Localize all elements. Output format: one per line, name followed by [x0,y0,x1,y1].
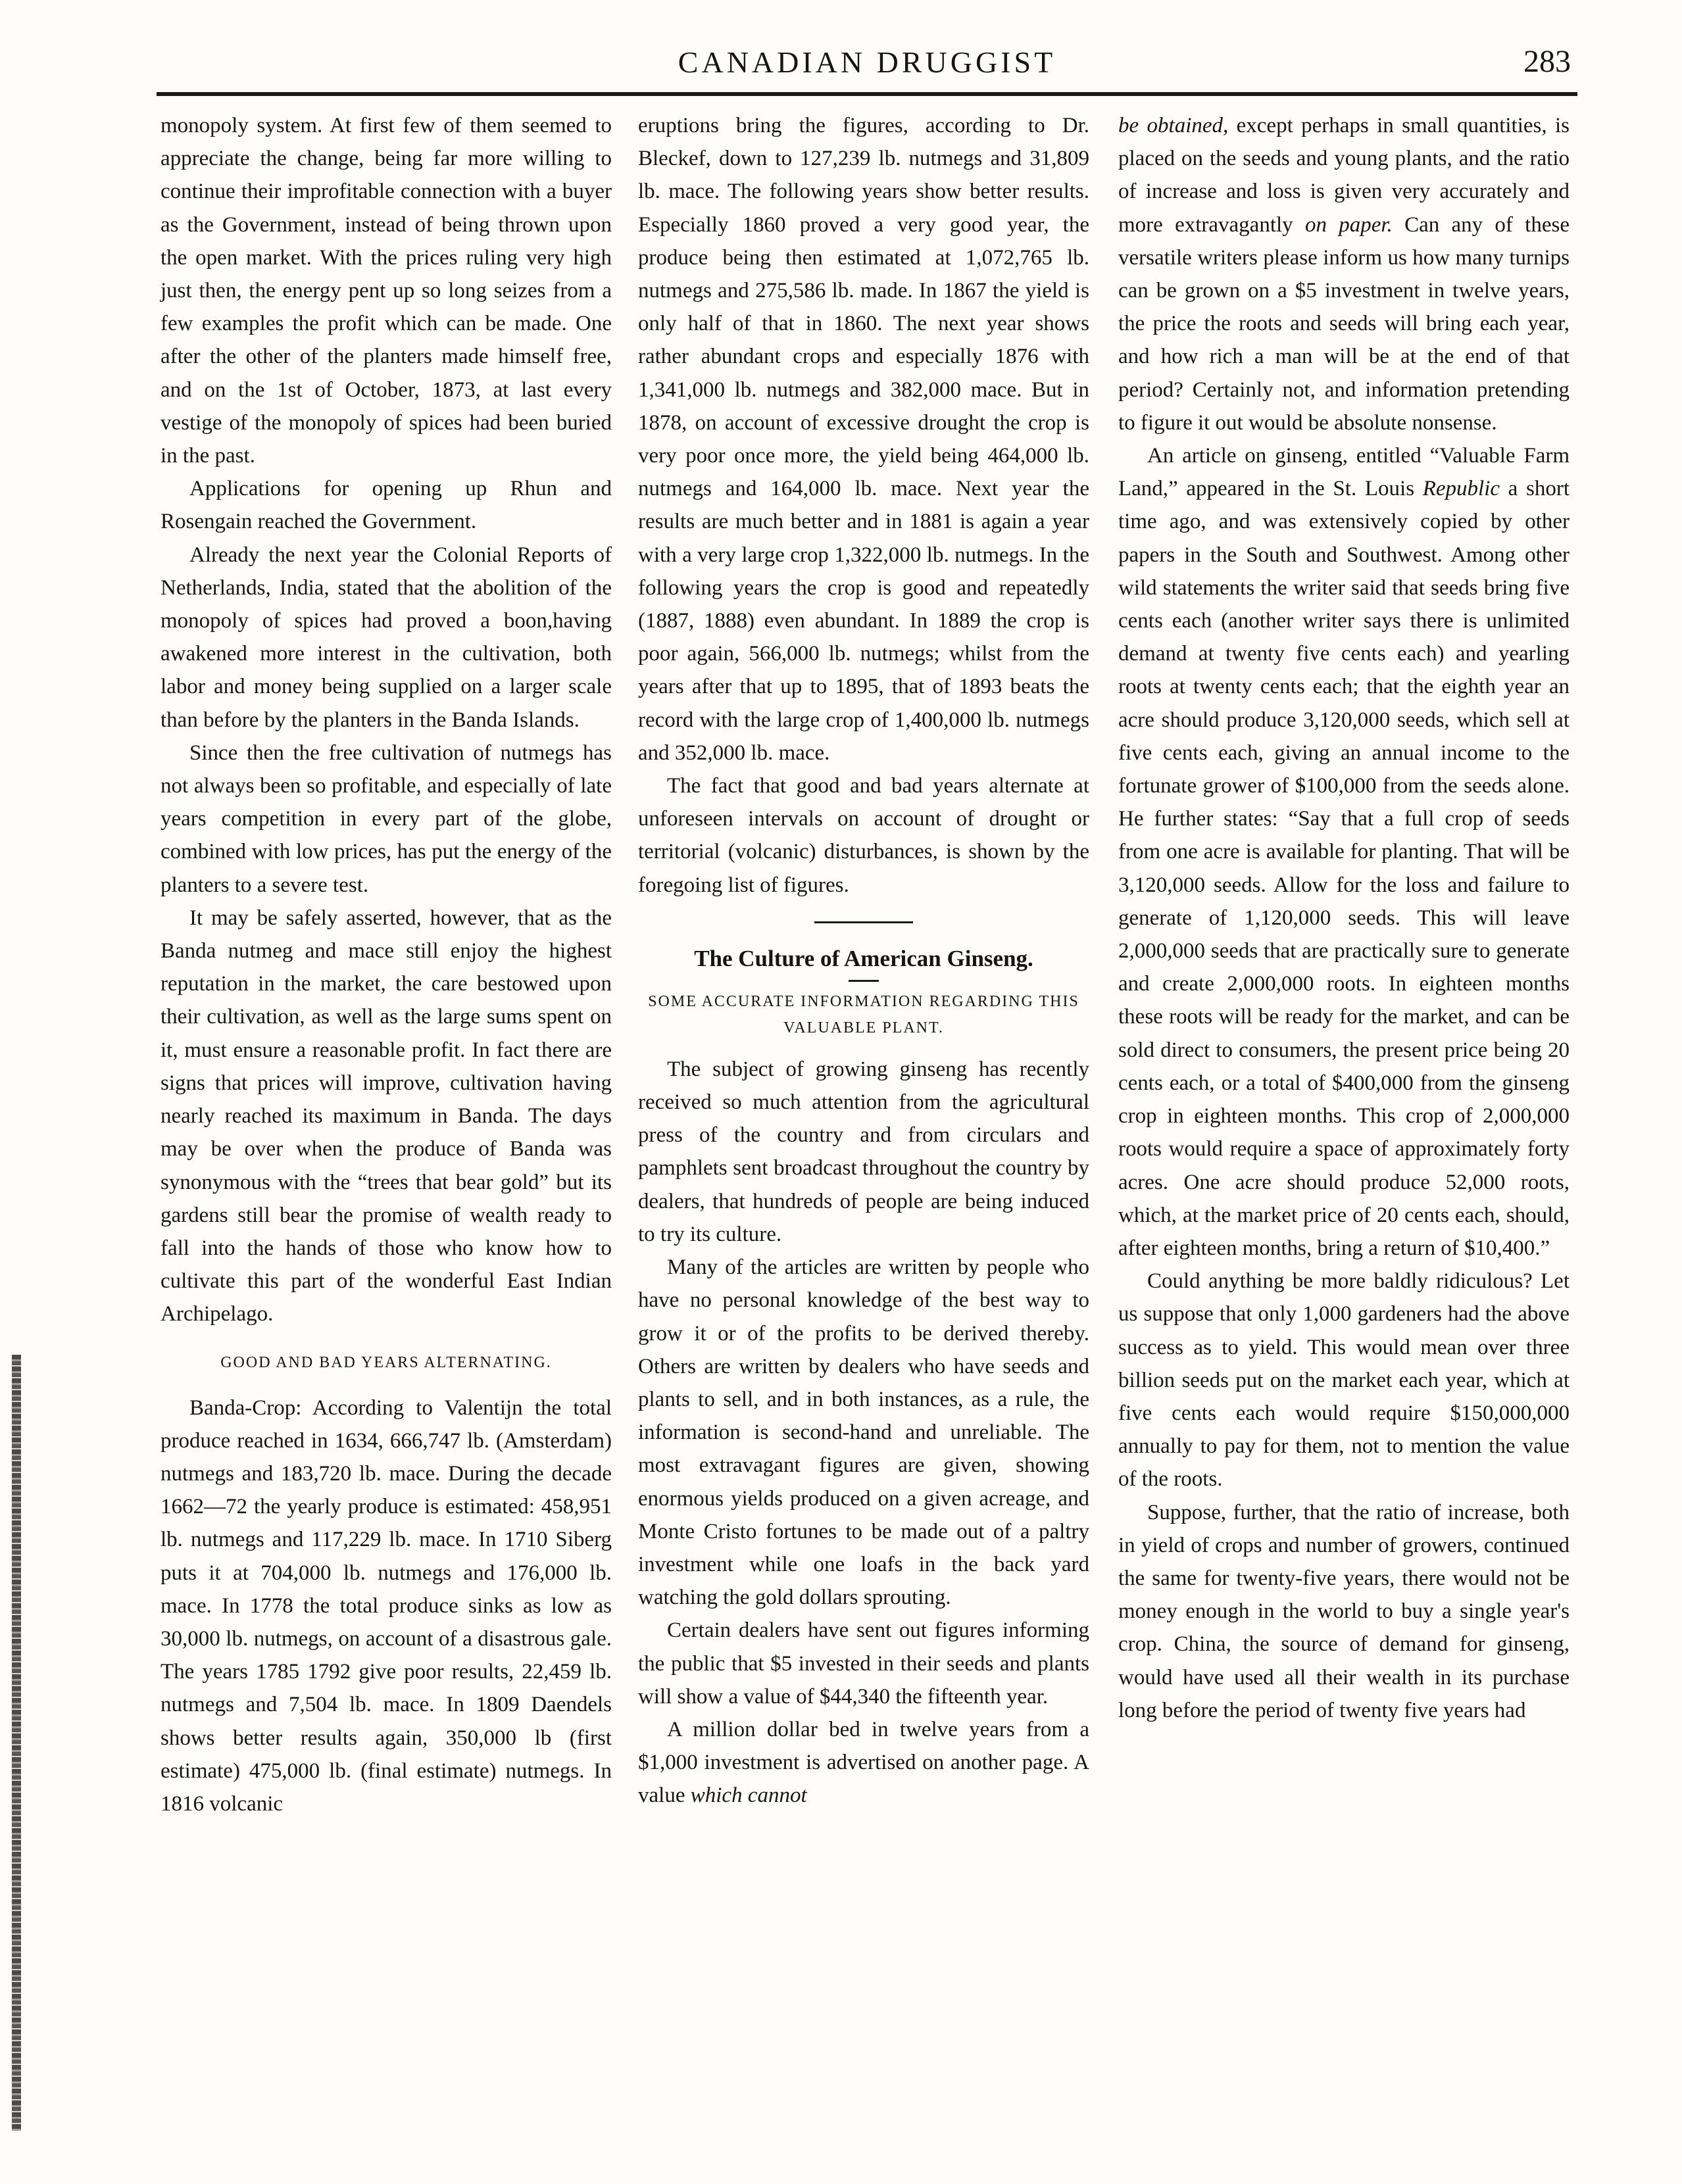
paragraph: It may be safely asserted, however, that as the Banda nutmeg and mace still enjoy the highest reputation in the market, the care bestowed upon their cultivation, as well as the large sums spent on it, must ensure a reasonable profit. In fact there are signs that prices will improve, cultivation having nearly reached its maximum in Banda. The days may be over when the produce of Banda was synonymous with the “trees that bear gold” but its gardens still bear the promise of wealth ready to fall into the hands of those who know how to cultivate this part of the wonderful East Indian Archipelago. [161,906,612,1326]
header-rule [157,92,1577,96]
italic-run: which cannot [690,1784,807,1808]
paragraph: monopoly system. At first few of them seemed to appreciate the change, being far more willing to continue their improfitable connection with a buyer as the Government, instead of being thrown upon the open market. With the prices ruling very high just then, the energy pent up so long seizes from a few examples the profit which can be made. One after the other of the planters made himself free, and on the 1st of October, 1873, at last every vestige of the monopoly of spices had been buried in the past. [161,114,612,468]
publication-title: CANADIAN DRUGGIST [678,45,1056,79]
paragraph: Suppose, further, that the ratio of increase, both in yield of crops and number of growers, continued the same for twenty-five years, there would not be money enough in the world to buy a single year's crop. China, the source of demand for ginseng, would have used all their wealth in its purchase long before the period of twenty five years had [1118,1500,1570,1722]
paragraph [638,1713,1089,1812]
paragraph: The fact that good and bad years alternate at unforeseen intervals on account of drought or territorial (volcanic) disturbances, is shown by the foregoing list of figures. [638,774,1089,897]
page-number: 283 [1523,44,1571,79]
paragraph: Banda-Crop: According to Valentijn the total produce reached in 1634, 666,747 lb. (Amsterdam) nutmegs and 183,720 lb. mace. During the decade 1662—72 the yearly produce is estimated: 458,951 lb. nutmegs and 117,229 lb. mace. In 1710 Siberg puts it at 704,000 lb. nutmegs and 176,000 lb. mace. In 1778 the total produce sinks as low as 30,000 lb. nutmegs, on account of a disastrous gale. The years 1785 1792 give poor results, 22,459 lb. nutmegs and 7,504 lb. mace. In 1809 Daendels shows better results again, 350,000 lb (first estimate) 475,000 lb. (final estimate) nutmegs. In 1816 volcanic [161,1395,612,1816]
italic-run: on paper. [1304,212,1393,237]
column-3 [1118,109,1570,1727]
text-run: A million dollar bed in twelve years from a $1,000 investment is advertised on another page. A value [638,1717,1089,1808]
page-binding-edge [12,1355,21,2131]
section-subheading: GOOD AND BAD YEARS ALTERNATING. [220,1353,552,1371]
paragraph: Certain dealers have sent out figures informing the public that $5 invested in their seeds and plants will show a value of $44,340 the fifteenth year. [638,1618,1089,1709]
text-run: except perhaps in small quantities, is placed on the seeds and young plants, and the ratio of increase and loss is given very accurately and more extravagantly [1118,114,1570,237]
article-title: The Culture of American Ginseng. [694,945,1033,971]
text-run: Can any of these versatile writers please inform us how many turnips can be grown on a $5 investment in twelve years, the price the roots and seeds will bring each year, and how rich a man will be at the end of that period? Certainly not, and information pretending to figure it out would be absolute nonsense. [1118,212,1570,435]
paragraph: Could anything be more baldly ridiculous? Let us suppose that only 1,000 gardeners had the above success as to yield. This would mean over three billion seeds put on the market each year, which at five cents each would require $150,000,000 annually to pay for them, not to mention the value of the roots. [1118,1269,1570,1492]
italic-run: Republic [1422,477,1500,501]
paragraph [1118,109,1570,439]
article-subtitle: SOME ACCURATE INFORMATION REGARDING THIS VALUABLE PLANT. [648,992,1079,1036]
paragraph: Many of the articles are written by people who have no personal knowledge of the best way to grow it or of the profits to be derived thereby. Others are written by dealers who have seeds and plants to sell, and in both instances, as a rule, the information is second-hand and unreliable. The most extravagant figures are given, showing enormous yields produced on a given acreage, and Monte Cristo fortunes to be made out of a paltry investment while one loafs in the back yard watching the gold dollars sprouting. [638,1255,1089,1610]
column-1 [161,109,612,1820]
paragraph [1118,439,1570,1265]
text-run: An article on ginseng, entitled “Valuable Farm Land,” appeared in the St. Louis [1118,444,1570,501]
column-2 [638,109,1089,1812]
section-divider [814,921,913,923]
paragraph: The subject of growing ginseng has recently received so much attention from the agricultural press of the country and from circulars and pamphlets sent broadcast throughout the country by dealers, that hundreds of people are being induced to try its culture. [638,1057,1089,1246]
title-rule [849,980,879,982]
paragraph: Since then the free cultivation of nutmegs has not always been so profitable, and especially of late years competition in every part of the globe, combined with low prices, has put the energy of the planters to a severe test. [161,740,612,897]
page-header [157,41,1577,100]
paragraph: Applications for opening up Rhun and Rosengain reached the Government. [161,477,612,534]
italic-run: be obtained, [1118,114,1229,137]
paragraph: eruptions bring the figures, according to Dr. Bleckef, down to 127,239 lb. nutmegs and 31,809 lb. mace. The following years show better results. Especially 1860 proved a very good year, the produce being then estimated at 1,072,765 lb. nutmegs and 275,586 lb. made. In 1867 the yield is only half of that in 1860. The next year shows rather abundant crops and especially 1876 with 1,341,000 lb. nutmegs and 382,000 mace. But in 1878, on account of excessive drought the crop is very poor once more, the yield being 464,000 lb. nutmegs and 164,000 lb. mace. Next year the results are much better and in 1881 is again a year with a very large crop 1,322,000 lb. nutmegs. In the following years the crop is good and repeatedly (1887, 1888) even abundant. In 1889 the crop is poor again, 566,000 lb. nutmegs; whilst from the years after that up to 1895, that of 1893 beats the record with the large crop of 1,400,000 lb. nutmegs and 352,000 lb. mace. [638,114,1089,765]
text-run: a short time ago, and was extensively copied by other papers in the South and Southwest. Among other wild statements the writer said that seeds bring five cents each (another writer says there is unlimited demand at twenty five cents each) and yearling roots at twenty cents each; that the eighth year an acre should produce 3,120,000 seeds, which sell at five cents each, giving an annual income to the fortunate grower of $100,000 from the seeds alone. He further states: “Say that a full crop of seeds from one acre is available for planting. That will be 3,120,000 seeds. Allow for the loss and failure to generate of 1,120,000 seeds. This will leave 2,000,000 seeds that are practically sure to generate and create 2,000,000 roots. In eighteen months these roots will be ready for the market, and can be sold direct to consumers, the present price being 20 cents each, or a total of $400,000 from the ginseng crop in eighteen months. This crop of 2,000,000 roots would require a space of approximately forty acres. One acre should produce 52,000 roots, which, at the market price of 20 cents each, should, after eighteen months, bring a return of $10,400.” [1118,477,1570,1260]
paragraph: Already the next year the Colonial Reports of Netherlands, India, stated that the abolition of the monopoly of spices had proved a boon,having awakened more interest in the cultivation, both labor and money being supplied on a larger scale than before by the planters in the Banda Islands. [161,543,612,732]
